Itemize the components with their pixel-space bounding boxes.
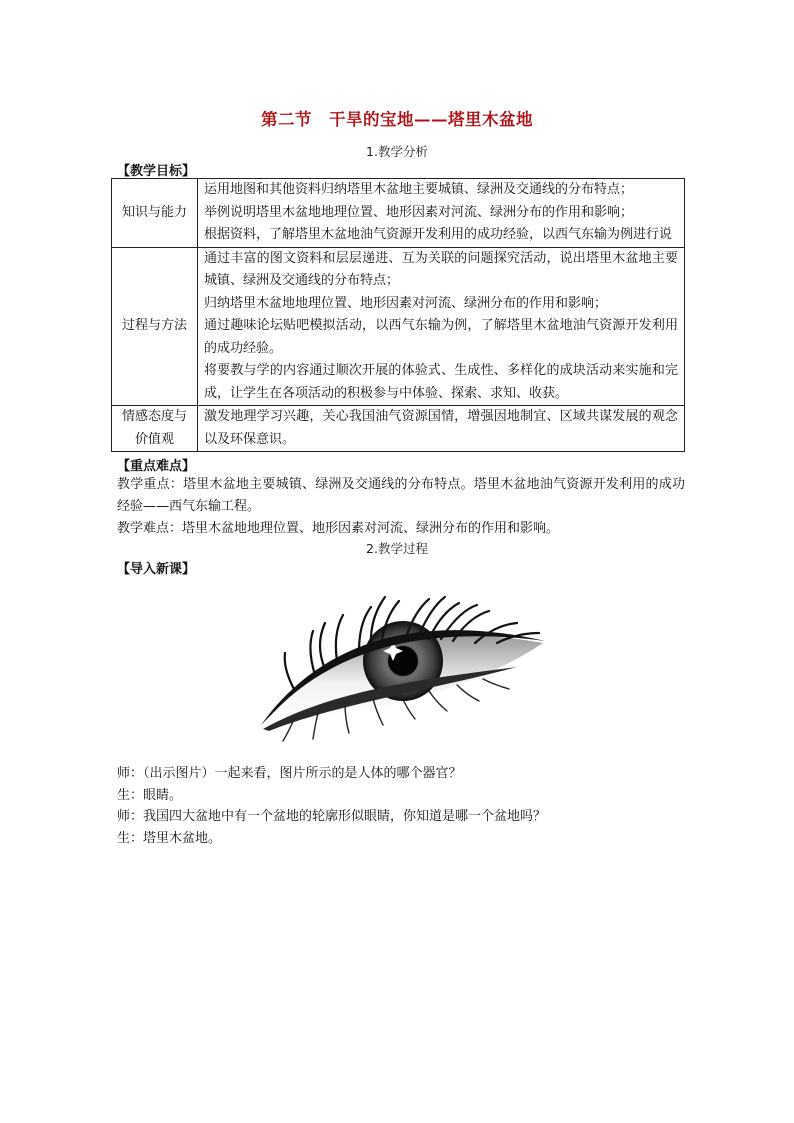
goal-line: 通过趣味论坛贴吧模拟活动，以西气东输为例，了解塔里木盆地油气资源开发利用的成功经验。 [204,318,678,356]
page-title: 第二节 干旱的宝地——塔里木盆地 [261,110,533,129]
section-heading-analysis: 1.教学分析 [366,144,428,159]
goals-header: 【教学目标】 [117,164,196,179]
key-point-text: 教学重点：塔里木盆地主要城镇、绿洲及交通线的分布特点。塔里木盆地油气资源开发利用的成功经验——西气东输工程。 [117,477,685,514]
goal-line: 举例说明塔里木盆地地理位置、地形因素对河流、绿洲分布的作用和影响； [204,204,634,220]
goal-row-knowledge [112,179,685,248]
goal-category: 过程与方法 [112,247,198,406]
goal-content [198,179,685,248]
teaching-goals-table [111,178,685,452]
goal-row-process [112,247,685,406]
goal-line: 根据资料，了解塔里木盆地油气资源开发利用的成功经验，以西气东输为例进行说 [204,227,673,242]
dialogue-line: 师：（出示图片）一起来看，图片所示的是人体的哪个器官？ [117,766,462,781]
difficulty-text: 教学难点：塔里木盆地地理位置、地形因素对河流、绿洲分布的作用和影响。 [117,521,560,536]
goal-line: 归纳塔里木盆地地理位置、地形因素对河流、绿洲分布的作用和影响； [204,295,608,311]
goal-line: 激发地理学习兴趣，关心我国油气资源国情，增强因地制宜、区域共谋发展的观念以及环保意识。 [204,409,678,447]
goal-line: 通过丰富的图文资料和层层递进、互为关联的问题探究活动，说出塔里木盆地主要城镇、绿洲及交通线的分布特点； [204,250,678,288]
dialogue-line: 生：眼睛。 [117,788,183,803]
goal-content [198,247,685,406]
goal-line: 将要教与学的内容通过顺次开展的体验式、生成性、多样化的成块活动来实施和完成，让学生在各项活动的积极参与中体验、探索、求知、收获。 [204,363,678,401]
goal-category: 知识与能力 [112,179,198,248]
goal-line: 运用地图和其他资料归纳塔里木盆地主要城镇、绿洲及交通线的分布特点； [204,182,634,197]
key-points-header: 【重点难点】 [117,459,196,474]
goal-row-attitude [112,406,685,452]
dialogue-line: 师：我国四大盆地中有一个盆地的轮廓形似眼睛，你知道是哪一个盆地吗？ [117,809,547,824]
goal-content [198,406,685,452]
intro-header: 【导入新课】 [117,562,196,577]
section-heading-process: 2.教学过程 [366,541,428,556]
dialogue-line: 生：塔里木盆地。 [117,831,222,846]
eye-illustration [255,583,555,753]
goal-category: 情感态度与价值观 [112,406,198,452]
